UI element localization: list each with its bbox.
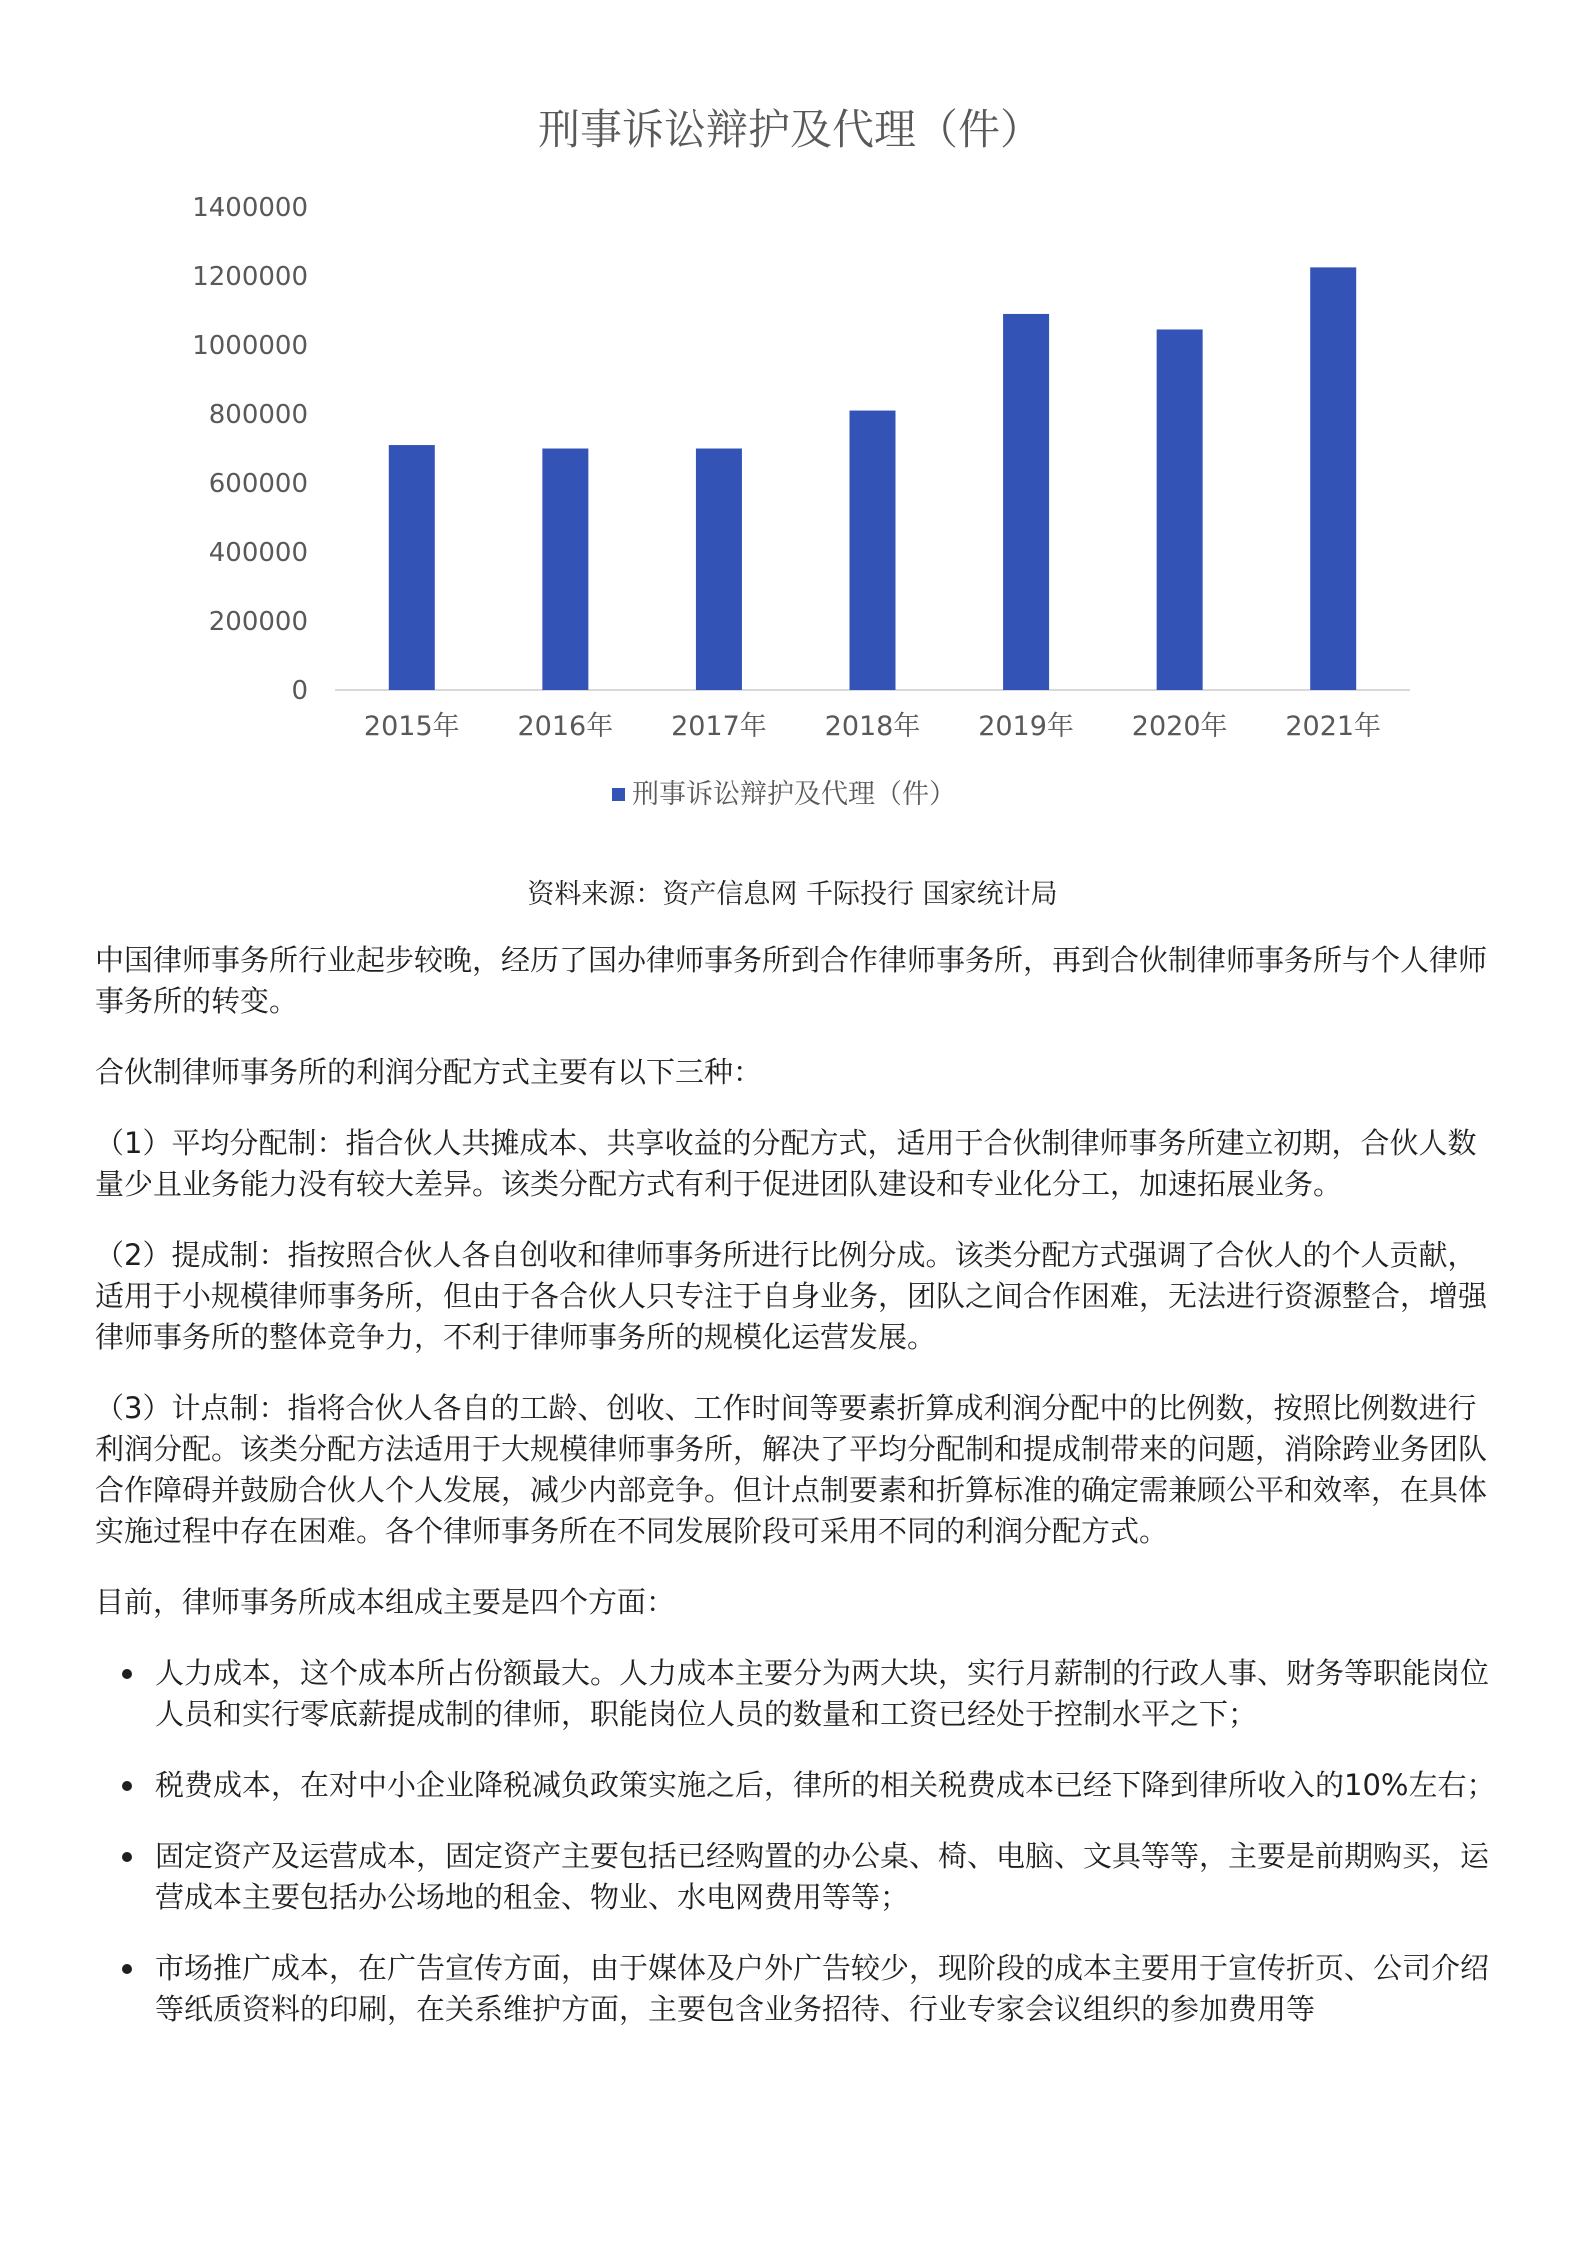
bar [1003, 314, 1049, 690]
x-axis [335, 690, 1410, 742]
x-tick-label: 2020年 [1131, 711, 1228, 742]
paragraph-method-3: （3）计点制：指将合伙人各自的工龄、创收、工作时间等要素折算成利润分配中的比例数，按照比例数进行利润分配。该类分配方法适用于大规模律师事务所，解决了平均分配制和提成制带来的问题，消除跨业务团队合作障碍并鼓励合伙人个人发展，减少内部竞争。但计点制要素和折算标准的确定需兼顾公平和效率，在具体实施过程中存在困难。各个律师事务所在不同发展阶段可采用不同的利润分配方式。 [95, 1391, 1488, 1548]
bar-chart [180, 90, 1440, 850]
list-item-text: 税费成本，在对中小企业降税减负政策实施之后，律所的相关税费成本已经下降到律所收入的10%左右； [155, 1768, 1496, 1802]
x-tick-label: 2021年 [1285, 711, 1382, 742]
y-tick-label: 1200000 [192, 262, 308, 292]
x-tick-label: 2017年 [671, 711, 767, 742]
bar [850, 411, 896, 690]
x-tick-label: 2019年 [978, 711, 1074, 742]
x-tick-label: 2016年 [517, 711, 614, 742]
cost-list [95, 1653, 1505, 2030]
paragraph-method-2: （2）提成制：指按照合伙人各自创收和律师事务所进行比例分成。该类分配方式强调了合伙人的个人贡献，适用于小规模律师事务所，但由于各合伙人只专注于自身业务，团队之间合作困难，无法进行资源整合，增强律师事务所的整体竞争力，不利于律师事务所的规模化运营发展。 [95, 1238, 1488, 1354]
bar [696, 449, 742, 691]
list-item [95, 1653, 1505, 1735]
y-tick-label: 800000 [208, 400, 308, 430]
bar [1310, 267, 1356, 690]
y-tick-label: 1000000 [192, 331, 308, 361]
list-item-text: 固定资产及运营成本，固定资产主要包括已经购置的办公桌、椅、电脑、文具等等，主要是前期购买，运营成本主要包括办公场地的租金、物业、水电网费用等等； [155, 1839, 1490, 1914]
bullet-icon [122, 1852, 132, 1862]
y-tick-label: 200000 [208, 607, 308, 637]
article-body [95, 940, 1505, 2060]
bullet-icon [122, 1964, 132, 1974]
list-item-text: 市场推广成本，在广告宣传方面，由于媒体及户外广告较少，现阶段的成本主要用于宣传折页、公司介绍等纸质资料的印刷，在关系维护方面，主要包含业务招待、行业专家会议组织的参加费用等 [155, 1951, 1490, 2026]
y-tick-label: 600000 [208, 469, 308, 499]
x-tick-label: 2018年 [824, 711, 921, 742]
bullet-icon [122, 1781, 132, 1791]
legend-label: 刑事诉讼辩护及代理（件） [632, 779, 956, 810]
legend [612, 779, 956, 810]
bar [542, 449, 588, 691]
paragraph-costs-heading: 目前，律师事务所成本组成主要是四个方面： [95, 1585, 676, 1619]
chart-title: 刑事诉讼辩护及代理（件） [537, 105, 1043, 154]
bar [1157, 329, 1203, 690]
y-axis [192, 193, 308, 706]
legend-swatch [612, 788, 625, 801]
list-item-text: 人力成本，这个成本所占份额最大。人力成本主要分为两大块，实行月薪制的行政人事、财务等职能岗位人员和实行零底薪提成制的律师，职能岗位人员的数量和工资已经处于控制水平之下； [155, 1656, 1490, 1731]
bullet-icon [122, 1669, 132, 1679]
bars [389, 267, 1356, 690]
list-item [95, 1765, 1505, 1806]
paragraph-method-1: （1）平均分配制：指合伙人共摊成本、共享收益的分配方式，适用于合伙制律师事务所建立初期，合伙人数量少且业务能力没有较大差异。该类分配方式有利于促进团队建设和专业化分工，加速拓展业务。 [95, 1126, 1477, 1201]
y-tick-label: 0 [291, 676, 308, 706]
source-caption: 资料来源：资产信息网 千际投行 国家统计局 [527, 879, 1058, 910]
y-tick-label: 400000 [208, 538, 308, 568]
list-item [95, 1948, 1505, 2030]
bar [389, 445, 435, 690]
list-item [95, 1836, 1505, 1918]
x-tick-label: 2015年 [363, 711, 460, 742]
y-tick-label: 1400000 [192, 193, 308, 223]
paragraph-intro: 中国律师事务所行业起步较晚，经历了国办律师事务所到合作律师事务所，再到合伙制律师事务所与个人律师事务所的转变。 [95, 943, 1488, 1018]
paragraph-methods-heading: 合伙制律师事务所的利润分配方式主要有以下三种： [95, 1055, 763, 1089]
